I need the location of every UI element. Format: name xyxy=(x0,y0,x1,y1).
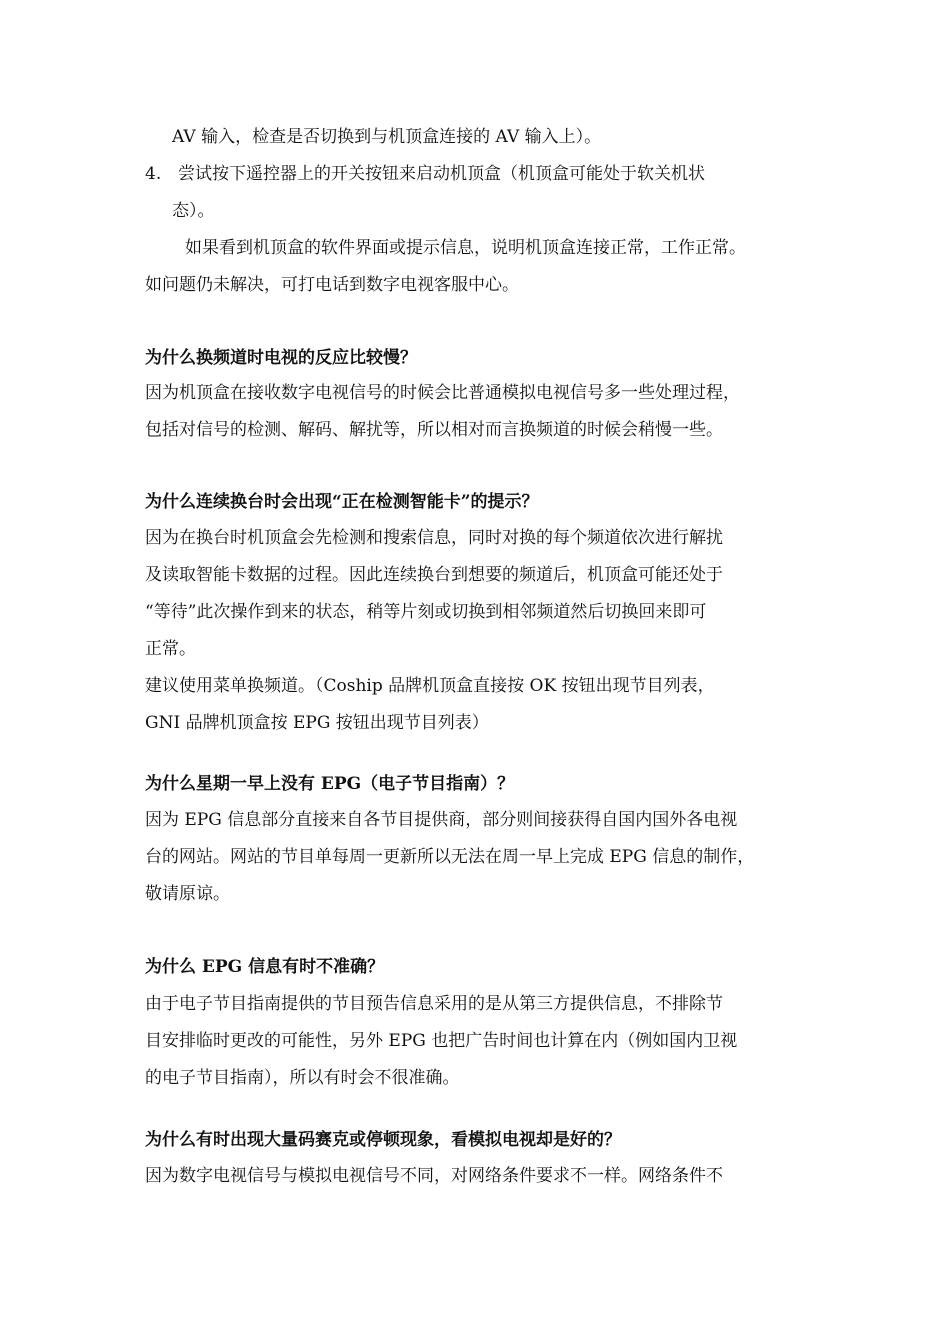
faq-question: 为什么连续换台时会出现“正在检测智能卡”的提示？ xyxy=(145,492,539,512)
paragraph-line: 如果看到机顶盒的软件界面或提示信息，说明机顶盒连接正常，工作正常。 xyxy=(185,238,746,258)
faq-answer-line: 目安排临时更改的可能性，另外 EPG 也把广告时间也计算在内（例如国内卫视 xyxy=(145,1031,738,1051)
faq-question: 为什么星期一早上没有 EPG（电子节目指南）？ xyxy=(145,774,515,794)
faq-answer-line: “等待”此次操作到来的状态，稍等片刻或切换到相邻频道然后切换回来即可 xyxy=(145,602,707,622)
faq-answer-line: 因为 EPG 信息部分直接来自各节目提供商，部分则间接获得自国内国外各电视 xyxy=(145,810,738,830)
faq-question: 为什么换频道时电视的反应比较慢？ xyxy=(145,348,417,368)
faq-answer-line: GNI 品牌机顶盒按 EPG 按钮出现节目列表） xyxy=(145,713,489,733)
faq-answer-line: 及读取智能卡数据的过程。因此连续换台到想要的频道后，机顶盒可能还处于 xyxy=(145,565,723,585)
faq-answer-line: 因为数字电视信号与模拟电视信号不同，对网络条件要求不一样。网络条件不 xyxy=(145,1166,723,1186)
faq-answer-line: 包括对信号的检测、解码、解扰等，所以相对而言换频道的时候会稍慢一些。 xyxy=(145,420,723,440)
faq-question: 为什么有时出现大量码赛克或停顿现象，看模拟电视却是好的？ xyxy=(145,1130,621,1150)
faq-answer-line: 建议使用菜单换频道。（Coship 品牌机顶盒直接按 OK 按钮出现节目列表， xyxy=(145,676,715,696)
continuation-line: AV 输入，检查是否切换到与机顶盒连接的 AV 输入上）。 xyxy=(172,127,602,147)
list-item-line: 态）。 xyxy=(172,201,215,221)
faq-answer-line: 的电子节目指南），所以有时会不很准确。 xyxy=(145,1068,460,1088)
list-item-line: 尝试按下遥控器上的开关按钮来启动机顶盒（机顶盒可能处于软关机状 xyxy=(178,164,705,184)
faq-answer-line: 因为机顶盒在接收数字电视信号的时候会比普通模拟电视信号多一些处理过程， xyxy=(145,383,740,403)
faq-answer-line: 敬请原谅。 xyxy=(145,884,230,904)
faq-answer-line: 台的网站。网站的节目单每周一更新所以无法在周一早上完成 EPG 信息的制作， xyxy=(145,847,755,867)
paragraph-line: 如问题仍未解决，可打电话到数字电视客服中心。 xyxy=(145,275,519,295)
list-item-number: 4. xyxy=(145,164,162,184)
faq-answer-line: 正常。 xyxy=(145,639,196,659)
faq-answer-line: 由于电子节目指南提供的节目预告信息采用的是从第三方提供信息，不排除节 xyxy=(145,994,723,1014)
faq-question: 为什么 EPG 信息有时不准确？ xyxy=(145,957,385,977)
faq-answer-line: 因为在换台时机顶盒会先检测和搜索信息，同时对换的每个频道依次进行解扰 xyxy=(145,528,723,548)
